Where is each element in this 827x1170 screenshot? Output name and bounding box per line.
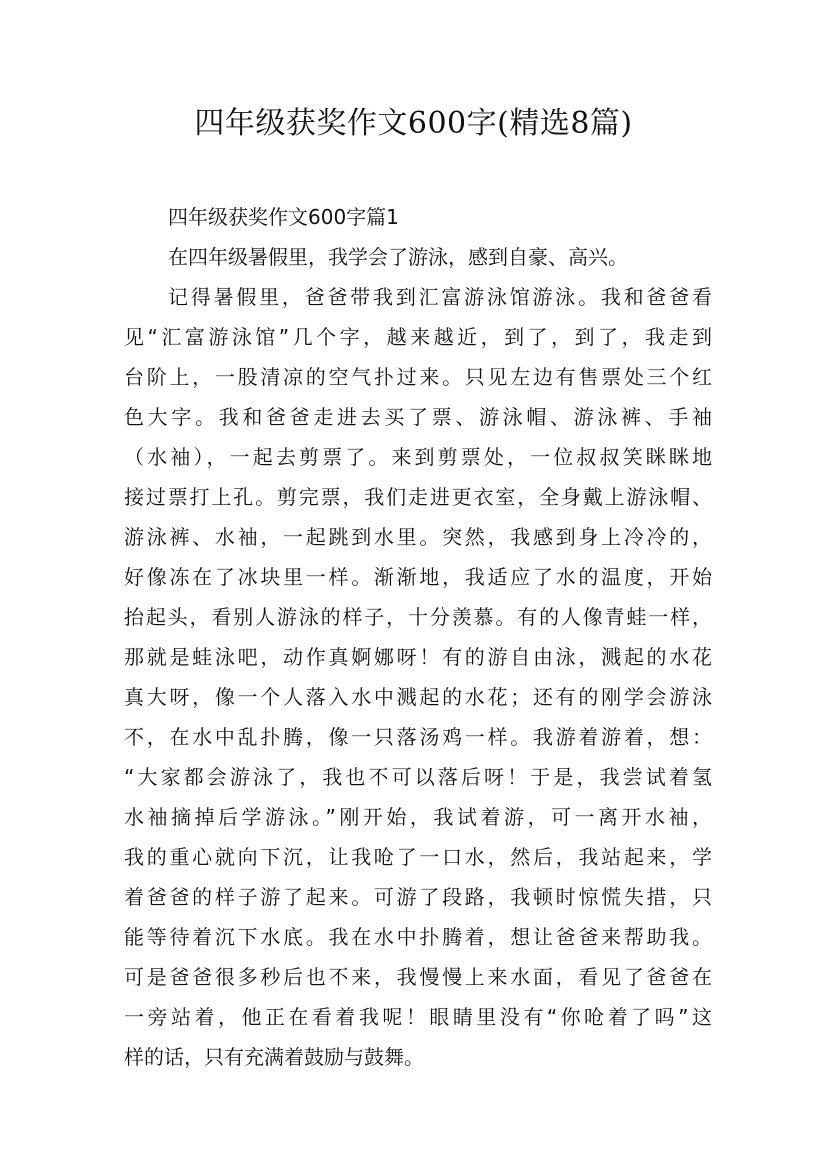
paragraph-2-line: 那就是蛙泳吧，动作真婀娜呀！有的游自由泳，溅起的水花: [124, 645, 712, 669]
paragraph-2-line: 不，在水中乱扑腾，像一只落汤鸡一样。我游着游着，想：: [124, 725, 712, 749]
paragraph-2-line: 着爸爸的样子游了起来。可游了段路，我顿时惊慌失措，只: [124, 885, 712, 909]
document-body: [124, 197, 712, 1077]
paragraph-2-line: 记得暑假里，爸爸带我到汇富游泳馆游泳。我和爸爸看: [168, 285, 712, 309]
paragraph-2-line: 见“汇富游泳馆”几个字，越来越近，到了，到了，我走到: [124, 325, 712, 349]
paragraph-2-line: 色大字。我和爸爸走进去买了票、游泳帽、游泳裤、手袖: [124, 405, 712, 429]
paragraph-2-line: 好像冻在了冰块里一样。渐渐地，我适应了水的温度，开始: [124, 565, 712, 589]
paragraph-2-line: 可是爸爸很多秒后也不来，我慢慢上来水面，看见了爸爸在: [124, 965, 712, 989]
paragraph-2-line: 抬起头，看别人游泳的样子，十分羡慕。有的人像青蛙一样，: [124, 605, 712, 629]
paragraph-2-line: 游泳裤、水袖，一起跳到水里。突然，我感到身上冷冷的，: [124, 525, 712, 549]
paragraph-2-line: 真大呀，像一个人落入水中溅起的水花；还有的刚学会游泳: [124, 685, 712, 709]
document-title: 四年级获奖作文600字(精选8篇): [194, 106, 633, 141]
paragraph-2-line: 接过票打上孔。剪完票，我们走进更衣室，全身戴上游泳帽、: [124, 485, 712, 509]
paragraph-1: 在四年级暑假里，我学会了游泳，感到自豪、高兴。: [168, 245, 628, 269]
section-heading: 四年级获奖作文600字篇1: [168, 205, 399, 229]
paragraph-2-line: （水袖），一起去剪票了。来到剪票处，一位叔叔笑眯眯地: [124, 445, 712, 469]
paragraph-2-line: “大家都会游泳了，我也不可以落后呀！于是，我尝试着氢: [124, 765, 712, 789]
paragraph-2-line: 我的重心就向下沉，让我呛了一口水，然后，我站起来，学: [124, 845, 712, 869]
paragraph-2-line: 一旁站着，他正在看着我呢！眼睛里没有“你呛着了吗”这: [124, 1005, 712, 1029]
paragraph-2-line: 台阶上，一股清凉的空气扑过来。只见左边有售票处三个红: [124, 365, 712, 389]
paragraph-2-line: 水袖摘掉后学游泳。”刚开始，我试着游，可一离开水袖，: [124, 805, 712, 829]
paragraph-2-line: 能等待着沉下水底。我在水中扑腾着，想让爸爸来帮助我。: [124, 925, 712, 949]
paragraph-2-line: 样的话，只有充满着鼓励与鼓舞。: [124, 1045, 424, 1069]
